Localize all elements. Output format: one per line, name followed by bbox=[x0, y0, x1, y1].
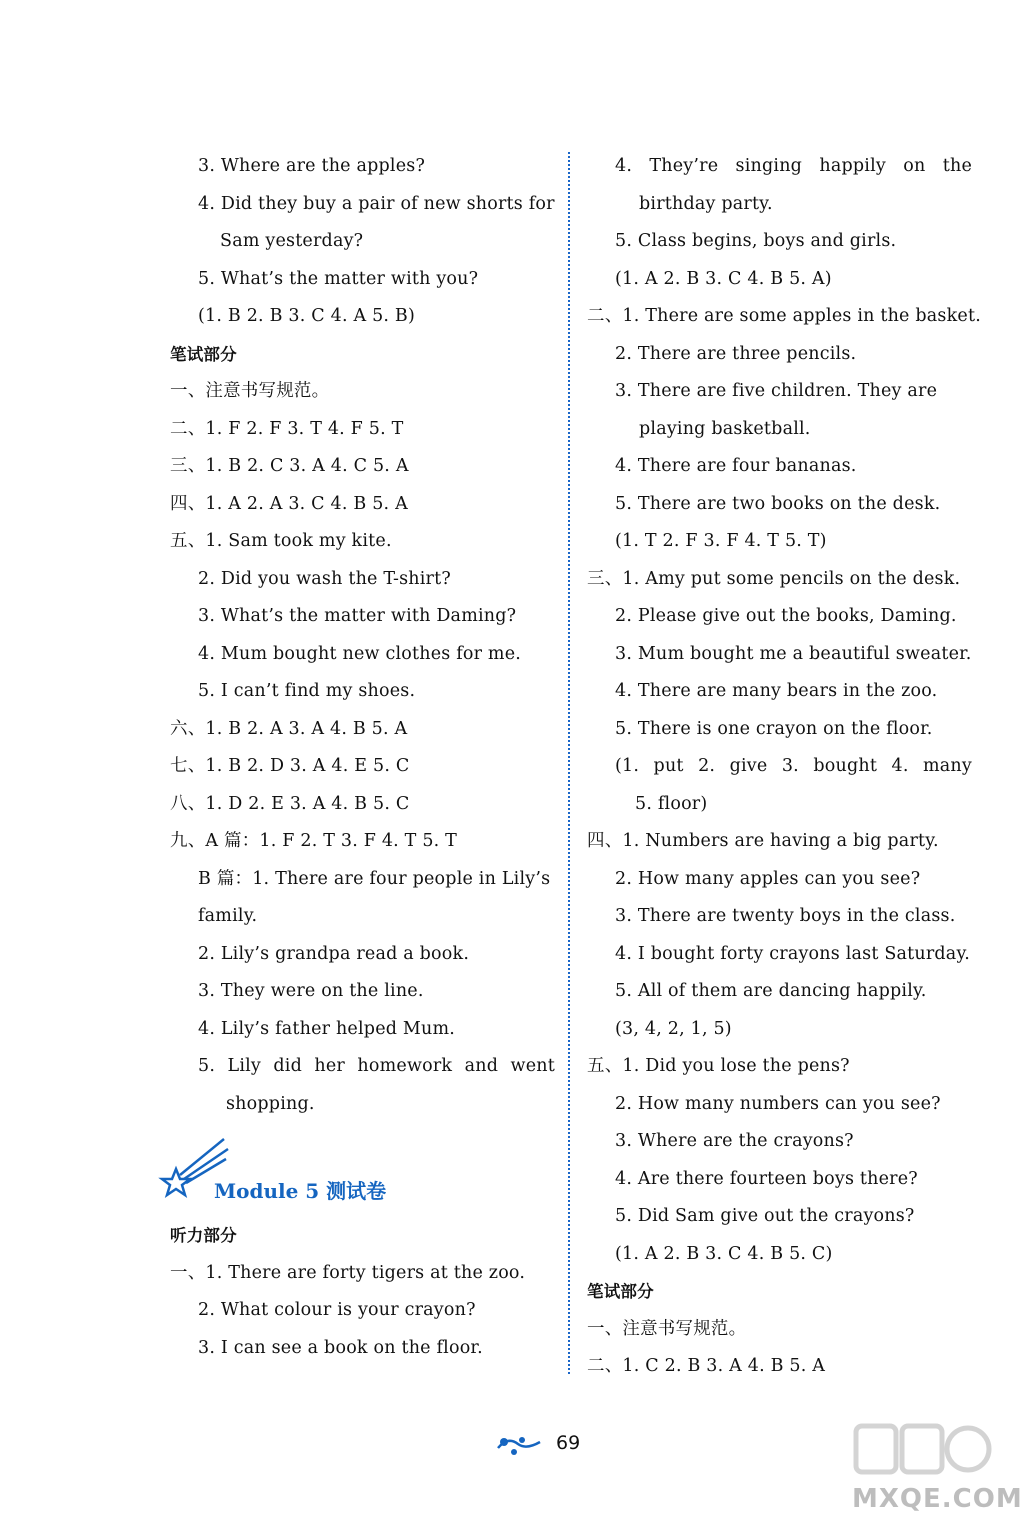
column-divider bbox=[568, 152, 570, 1374]
answer-line: birthday party. bbox=[639, 193, 773, 214]
answer-line: B 篇：1. There are four people in Lily’s bbox=[198, 868, 551, 889]
answer-line: 九、A 篇：1. F 2. T 3. F 4. T 5. T bbox=[170, 831, 458, 851]
answer-line: 3. There are five children. They are bbox=[615, 381, 938, 401]
answer-line: 3. Mum bought me a beautiful sweater. bbox=[615, 643, 972, 664]
answer-line: 4. Mum bought new clothes for me. bbox=[198, 643, 522, 664]
answer-line: 一、注意书写规范。 bbox=[170, 381, 330, 401]
answer-line: 五、1. Sam took my kite. bbox=[170, 531, 392, 551]
answer-line: (1. T 2. F 3. F 4. T 5. T) bbox=[615, 531, 827, 551]
answer-line: 一、注意书写规范。 bbox=[587, 1318, 747, 1339]
answer-line: 5. Did Sam give out the crayons? bbox=[615, 1206, 915, 1226]
page-number: 69 bbox=[556, 1432, 581, 1454]
answer-line: 5. Lily did her homework and went bbox=[198, 1056, 555, 1076]
answer-line: 5. Class begins, boys and girls. bbox=[615, 231, 897, 251]
answer-line: 3. They were on the line. bbox=[198, 981, 424, 1001]
section-heading: 笔试部分 bbox=[587, 1282, 654, 1301]
answer-line: 二、1. C 2. B 3. A 4. B 5. A bbox=[587, 1356, 826, 1376]
watermark-text: MXQE.COM bbox=[852, 1484, 1023, 1514]
answer-line: 五、1. Did you lose the pens? bbox=[587, 1056, 850, 1076]
answer-line: 5. floor) bbox=[635, 793, 708, 814]
answer-line: playing basketball. bbox=[639, 418, 811, 439]
answer-line: 4. They’re singing happily on the bbox=[615, 156, 972, 176]
answer-line: 2. Please give out the books, Daming. bbox=[615, 606, 957, 626]
answer-line: 三、1. B 2. C 3. A 4. C 5. A bbox=[170, 456, 409, 476]
right-column bbox=[587, 148, 981, 1386]
answer-line: 六、1. B 2. A 3. A 4. B 5. A bbox=[170, 718, 408, 739]
answer-line: (3, 4, 2, 1, 5) bbox=[615, 1018, 732, 1039]
answer-line: shopping. bbox=[226, 1093, 315, 1114]
answer-line: 2. What colour is your crayon? bbox=[198, 1300, 476, 1320]
left-column bbox=[170, 148, 555, 1367]
section-heading: 听力部分 bbox=[170, 1226, 237, 1245]
answer-line: (1. B 2. B 3. C 4. A 5. B) bbox=[198, 306, 416, 326]
answer-line: (1. put 2. give 3. bought 4. many bbox=[615, 756, 972, 776]
answer-line: 4. There are four bananas. bbox=[615, 456, 857, 476]
answer-line: 3. Where are the apples? bbox=[198, 156, 426, 176]
answer-line: 2. Did you wash the T-shirt? bbox=[198, 568, 451, 589]
module-title bbox=[170, 1161, 555, 1217]
answer-line: 5. What’s the matter with you? bbox=[198, 268, 479, 289]
answer-line: Sam yesterday? bbox=[220, 231, 364, 251]
answer-line: 七、1. B 2. D 3. A 4. E 5. C bbox=[170, 756, 410, 776]
answer-line: 一、1. There are forty tigers at the zoo. bbox=[170, 1262, 526, 1283]
answer-line: 5. There are two books on the desk. bbox=[615, 493, 941, 514]
answer-line: 4. There are many bears in the zoo. bbox=[615, 681, 938, 701]
answer-line: 2. How many numbers can you see? bbox=[615, 1093, 941, 1114]
answer-line: 3. What’s the matter with Daming? bbox=[198, 606, 517, 626]
answer-line: 3. There are twenty boys in the class. bbox=[615, 906, 956, 926]
answer-line: 5. I can’t find my shoes. bbox=[198, 681, 416, 701]
answer-line: 二、1. There are some apples in the basket. bbox=[587, 306, 981, 326]
answer-line: 4. Lily’s father helped Mum. bbox=[198, 1018, 456, 1039]
answer-line: 四、1. Numbers are having a big party. bbox=[587, 831, 939, 851]
answer-line: family. bbox=[198, 906, 258, 926]
answer-line: 4. Are there fourteen boys there? bbox=[615, 1168, 918, 1189]
answer-line: (1. A 2. B 3. C 4. B 5. A) bbox=[615, 268, 832, 289]
watermark-logo-icon bbox=[852, 1418, 992, 1486]
answer-line: 5. All of them are dancing happily. bbox=[615, 981, 927, 1001]
answer-line: 5. There is one crayon on the floor. bbox=[615, 718, 933, 739]
module-title-text: Module 5 测试卷 bbox=[214, 1179, 387, 1203]
answer-line: 二、1. F 2. F 3. T 4. F 5. T bbox=[170, 418, 404, 439]
answer-line: 2. There are three pencils. bbox=[615, 343, 857, 364]
answer-line: 3. Where are the crayons? bbox=[615, 1131, 854, 1151]
answer-line: (1. A 2. B 3. C 4. B 5. C) bbox=[615, 1243, 833, 1264]
answer-line: 2. Lily’s grandpa read a book. bbox=[198, 943, 470, 964]
answer-line: 四、1. A 2. A 3. C 4. B 5. A bbox=[170, 493, 408, 514]
answer-line: 3. I can see a book on the floor. bbox=[198, 1337, 483, 1358]
answer-line: 八、1. D 2. E 3. A 4. B 5. C bbox=[170, 793, 410, 814]
answer-line: 4. I bought forty crayons last Saturday. bbox=[615, 943, 970, 964]
flower-decoration-icon bbox=[494, 1430, 544, 1460]
answer-line: 4. Did they buy a pair of new shorts for bbox=[198, 193, 555, 214]
answer-line: 2. How many apples can you see? bbox=[615, 868, 921, 889]
answer-line: 三、1. Amy put some pencils on the desk. bbox=[587, 568, 961, 589]
section-heading: 笔试部分 bbox=[170, 344, 237, 364]
